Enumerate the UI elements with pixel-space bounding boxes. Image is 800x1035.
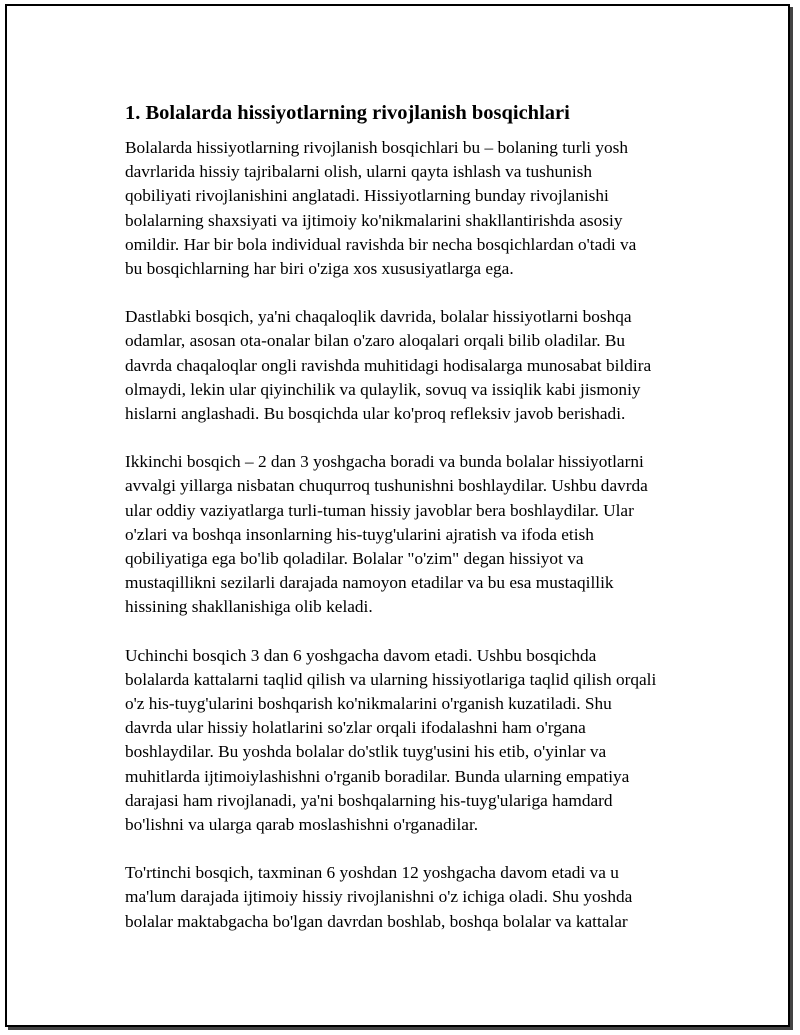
text-line: bo'lishni va ularga qarab moslashishni o'rganadilar. bbox=[125, 815, 479, 835]
text-line: To'rtinchi bosqich, taxminan 6 yoshdan 12 yoshgacha davom etadi va u bbox=[125, 863, 619, 883]
text-line: davrda ular hissiy holatlarini so'zlar orqali ifodalashni ham o'rgana bbox=[125, 718, 586, 738]
paragraph-3 bbox=[125, 450, 697, 619]
text-line: davrlarida hissiy tajribalarni olish, ularni qayta ishlash va tushunish bbox=[125, 162, 592, 182]
text-line: bolalarning shaxsiyati va ijtimoiy ko'nikmalarini shakllantirishda asosiy bbox=[125, 210, 623, 230]
paragraph-1 bbox=[125, 136, 697, 281]
text-line: olmaydi, lekin ular qiyinchilik va qulaylik, sovuq va issiqlik kabi jismoniy bbox=[125, 379, 641, 399]
text-line: ular oddiy vaziyatlarga turli-tuman hissiy javoblar bera boshlaydilar. Ular bbox=[125, 500, 634, 520]
text-line: Bolalarda hissiyotlarning rivojlanish bosqichlari bu – bolaning turli yosh bbox=[125, 138, 629, 157]
text-line: omildir. Har bir bola individual ravishda bir necha bosqichlardan o'tadi va bbox=[125, 234, 637, 254]
text-line: o'zlari va boshqa insonlarning his-tuyg'ularini ajratish va ifoda etish bbox=[125, 524, 594, 544]
paragraph-5 bbox=[125, 861, 697, 934]
text-line: darajasi ham rivojlanadi, ya'ni boshqalarning his-tuyg'ulariga hamdard bbox=[125, 790, 613, 810]
text-line: boshlaydilar. Bu yoshda bolalar do'stlik tuyg'usini his etib, o'yinlar va bbox=[125, 742, 607, 762]
text-line: bu bosqichlarning har biri o'ziga xos xususiyatlarga ega. bbox=[125, 259, 514, 279]
text-line: o'z his-tuyg'ularini boshqarish ko'nikmalarini o'rganish kuzatiladi. Shu bbox=[125, 694, 612, 714]
section-heading: 1. Bolalarda hissiyotlarning rivojlanish bosqichlari bbox=[125, 102, 570, 124]
text-line: davrda chaqaloqlar ongli ravishda muhitidagi hodisalarga munosabat bildira bbox=[125, 355, 652, 375]
text-line: hissining shakllanishiga olib keladi. bbox=[125, 597, 373, 617]
text-line: Uchinchi bosqich 3 dan 6 yoshgacha davom etadi. Ushbu bosqichda bbox=[125, 645, 597, 665]
text-line: bolalarda kattalarni taqlid qilish va ularning hissiyotlariga taqlid qilish orqali bbox=[125, 669, 657, 689]
paragraph-4 bbox=[125, 644, 697, 838]
text-line: qobiliyati rivojlanishini anglatadi. Hissiyotlarning bunday rivojlanishi bbox=[125, 186, 609, 206]
page bbox=[5, 4, 790, 1027]
text-line: odamlar, asosan ota-onalar bilan o'zaro aloqalari orqali bilib oladilar. Bu bbox=[125, 331, 626, 351]
text-line: bolalar maktabgacha bo'lgan davrdan boshlab, boshqa bolalar va kattalar bbox=[125, 911, 628, 931]
paragraph-2 bbox=[125, 305, 697, 426]
text-line: ma'lum darajada ijtimoiy hissiy rivojlanishni o'z ichiga oladi. Shu yoshda bbox=[125, 887, 633, 907]
text-line: mustaqillikni sezilarli darajada namoyon etadilar va bu esa mustaqillik bbox=[125, 573, 614, 593]
text-line: muhitlarda ijtimoiylashishni o'rganib boradilar. Bunda ularning empatiya bbox=[125, 766, 630, 786]
text-line: avvalgi yillarga nisbatan chuqurroq tushunishni boshlaydilar. Ushbu davrda bbox=[125, 476, 648, 496]
text-line: Dastlabki bosqich, ya'ni chaqaloqlik davrida, bolalar hissiyotlarni boshqa bbox=[125, 307, 632, 327]
text-line: hislarni anglashadi. Bu bosqichda ular ko'proq refleksiv javob berishadi. bbox=[125, 404, 626, 424]
text-line: Ikkinchi bosqich – 2 dan 3 yoshgacha boradi va bunda bolalar hissiyotlarni bbox=[125, 452, 644, 472]
text-line: qobiliyatiga ega bo'lib qoladilar. Bolalar "o'zim" degan hissiyot va bbox=[125, 549, 584, 569]
document-body bbox=[125, 100, 697, 958]
